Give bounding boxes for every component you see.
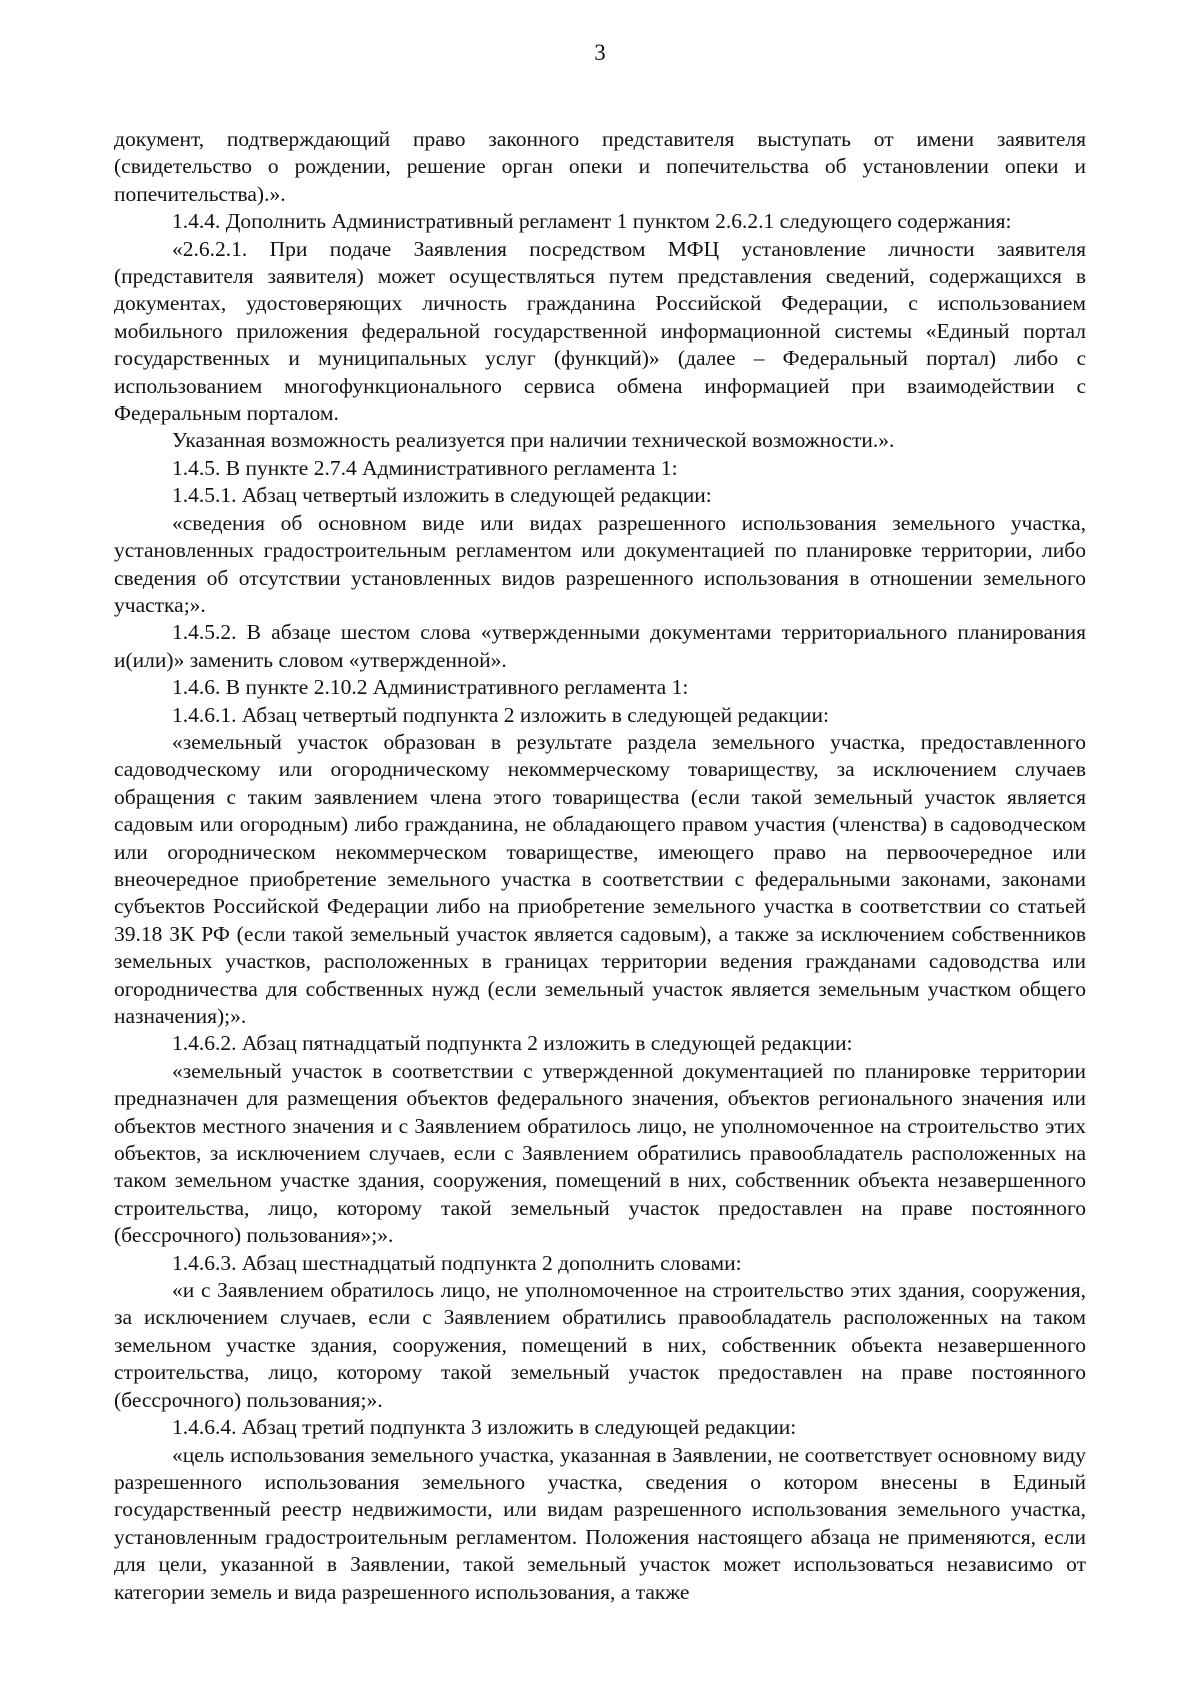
paragraph: «2.6.2.1. При подаче Заявления посредством МФЦ установление личности заявителя (представителя заявителя) может осуществляться путем представления сведений, содержащихся в документах, удостоверяющих личность гражданина Российской Федерации, с использованием мобильного приложения федеральной государственной информационной системы «Единый портал государственных и муниципальных услуг (функций)» (далее – Федеральный портал) либо с использованием многофункционального сервиса обмена информацией при взаимодействии с Федеральным порталом. — [114, 236, 1086, 426]
paragraph: 1.4.5. В пункте 2.7.4 Административного регламента 1: — [172, 455, 678, 480]
paragraph: «цель использования земельного участка, указанная в Заявлении, не соответствует основному виду разрешенного использования земельного участка, сведения о котором внесены в Единый государственный реестр недвижимости, или видам разрешенного использования земельного участка, установленным градостроительным регламентом. Положения настоящего абзаца не применяются, если для цели, указанной в Заявлении, такой земельный участок может использоваться независимо от категории земель и вида разрешенного использования, а также — [114, 1442, 1086, 1604]
paragraph: 1.4.5.1. Абзац четвертый изложить в следующей редакции: — [172, 483, 712, 508]
paragraph: «сведения об основном виде или видах разрешенного использования земельного участка, установленных градостроительным регламентом или документацией по планировке территории, либо сведения об отсутствии установленных видов разрешенного использования в отношении земельного участка;». — [114, 510, 1086, 617]
paragraph: 1.4.6.4. Абзац третий подпункта 3 изложить в следующей редакции: — [172, 1415, 797, 1440]
paragraph: 1.4.6.2. Абзац пятнадцатый подпункта 2 изложить в следующей редакции: — [172, 1031, 853, 1056]
paragraph: «земельный участок в соответствии с утвержденной документацией по планировке территории предназначен для размещения объектов федерального значения, объектов регионального значения или объектов местного значения и с Заявлением обратилось лицо, не уполномоченное на строительство этих объектов, за исключением случаев, если с Заявлением обратились правообладатель расположенных на таком земельном участке здания, сооружения, помещений в них, собственник объекта незавершенного строительства, лицо, которому такой земельный участок предоставлен на праве постоянного (бессрочного) пользования»;». — [114, 1058, 1086, 1248]
paragraph: 1.4.5.2. В абзаце шестом слова «утвержденными документами территориального планирования и(или)» заменить словом «утвержденной». — [114, 620, 1086, 672]
paragraph: 1.4.4. Дополнить Административный регламент 1 пунктом 2.6.2.1 следующего содержания: — [172, 209, 1012, 234]
paragraph: документ, подтверждающий право законного представителя выступать от имени заявителя (свидетельство о рождении, решение орган опеки и попечительства об установлении опеки и попечительства).». — [114, 127, 1086, 206]
paragraph: «и с Заявлением обратилось лицо, не уполномоченное на строительство этих здания, сооружения, за исключением случаев, если с Заявлением обратились правообладатель расположенных на таком земельном участке здания, сооружения, помещений в них, собственник объекта незавершенного строительства, лицо, которому такой земельный участок предоставлен на праве постоянного (бессрочного) пользования;». — [114, 1278, 1086, 1412]
paragraph: 1.4.6.3. Абзац шестнадцатый подпункта 2 дополнить словами: — [172, 1250, 742, 1275]
paragraph: Указанная возможность реализуется при наличии технической возможности.». — [172, 428, 895, 453]
paragraph: 1.4.6. В пункте 2.10.2 Административного регламента 1: — [172, 675, 689, 700]
document-body — [114, 126, 1086, 1606]
page-number: 3 — [594, 40, 606, 65]
paragraph: 1.4.6.1. Абзац четвертый подпункта 2 изложить в следующей редакции: — [172, 702, 829, 727]
paragraph: «земельный участок образован в результате раздела земельного участка, предоставленного садоводческому или огородническому некоммерческому товариществу, за исключением случаев обращения с таким заявлением члена этого товарищества (если такой земельный участок является садовым или огородным) либо гражданина, не обладающего правом участия (членства) в садоводческом или огородническом некоммерческом товариществе, имеющего право на первоочередное или внеочередное приобретение земельного участка в соответствии с федеральными законами, законами субъектов Российской Федерации либо на приобретение земельного участка в соответствии со статьей 39.18 ЗК РФ (если такой земельный участок является садовым), а также за исключением собственников земельных участков, расположенных в границах территории ведения гражданами садоводства или огородничества для собственных нужд (если земельный участок является земельным участком общего назначения);». — [114, 729, 1086, 1028]
